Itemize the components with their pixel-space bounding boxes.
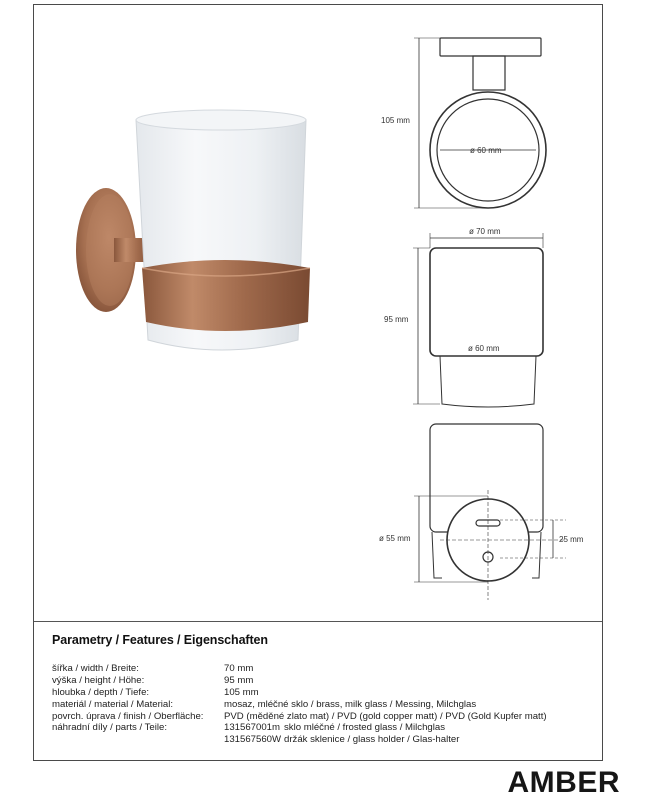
specs-table bbox=[52, 663, 592, 746]
spec-row-finish bbox=[52, 711, 592, 723]
spec-row-height bbox=[52, 675, 592, 687]
spec-label: materiál / material / Material: bbox=[52, 698, 174, 710]
spec-value: 105 mm bbox=[224, 686, 259, 698]
offset-dimension-label: 25 mm bbox=[559, 535, 584, 544]
part-description: sklo mléčné / frosted glass / Milchglas bbox=[284, 722, 446, 734]
top-diameter-label: ø 60 mm bbox=[470, 146, 502, 155]
features-title: Parametry / Features / Eigenschaften bbox=[52, 633, 268, 647]
spec-row-width bbox=[52, 663, 592, 675]
spec-value: 70 mm bbox=[224, 663, 254, 674]
spec-value: 95 mm bbox=[224, 674, 254, 686]
spec-value: mosaz, mléčné sklo / brass, milk glass / Messing, Milchglas bbox=[224, 698, 477, 710]
spec-row-depth bbox=[52, 687, 592, 699]
spec-label: výška / height / Höhe: bbox=[52, 674, 145, 686]
spec-value: PVD (měděné zlato mat) / PVD (gold copper matt) / PVD (Gold Kupfer matt) bbox=[224, 710, 547, 722]
section-divider bbox=[34, 621, 602, 622]
spec-row-parts bbox=[52, 722, 592, 734]
front-diameter-label: ø 60 mm bbox=[468, 344, 500, 353]
depth-dimension-label: 105 mm bbox=[381, 116, 410, 125]
part-code: 131567001m bbox=[224, 722, 281, 734]
spec-row-parts-2 bbox=[52, 734, 592, 746]
flange-diameter-label: ø 55 mm bbox=[379, 534, 411, 543]
brand-logo: AMBER bbox=[507, 766, 620, 799]
spec-label: šířka / width / Breite: bbox=[52, 663, 139, 674]
part-description: držák sklenice / glass holder / Glas-halter bbox=[284, 734, 460, 746]
spec-label: povrch. úprava / finish / Oberfläche: bbox=[52, 710, 204, 722]
part-code: 131567560W bbox=[224, 734, 282, 746]
width-dimension-label: ø 70 mm bbox=[469, 227, 501, 236]
spec-label: hloubka / depth / Tiefe: bbox=[52, 686, 150, 698]
spec-row-material bbox=[52, 699, 592, 711]
height-dimension-label: 95 mm bbox=[384, 315, 409, 324]
spec-label: náhradní díly / parts / Teile: bbox=[52, 722, 168, 734]
